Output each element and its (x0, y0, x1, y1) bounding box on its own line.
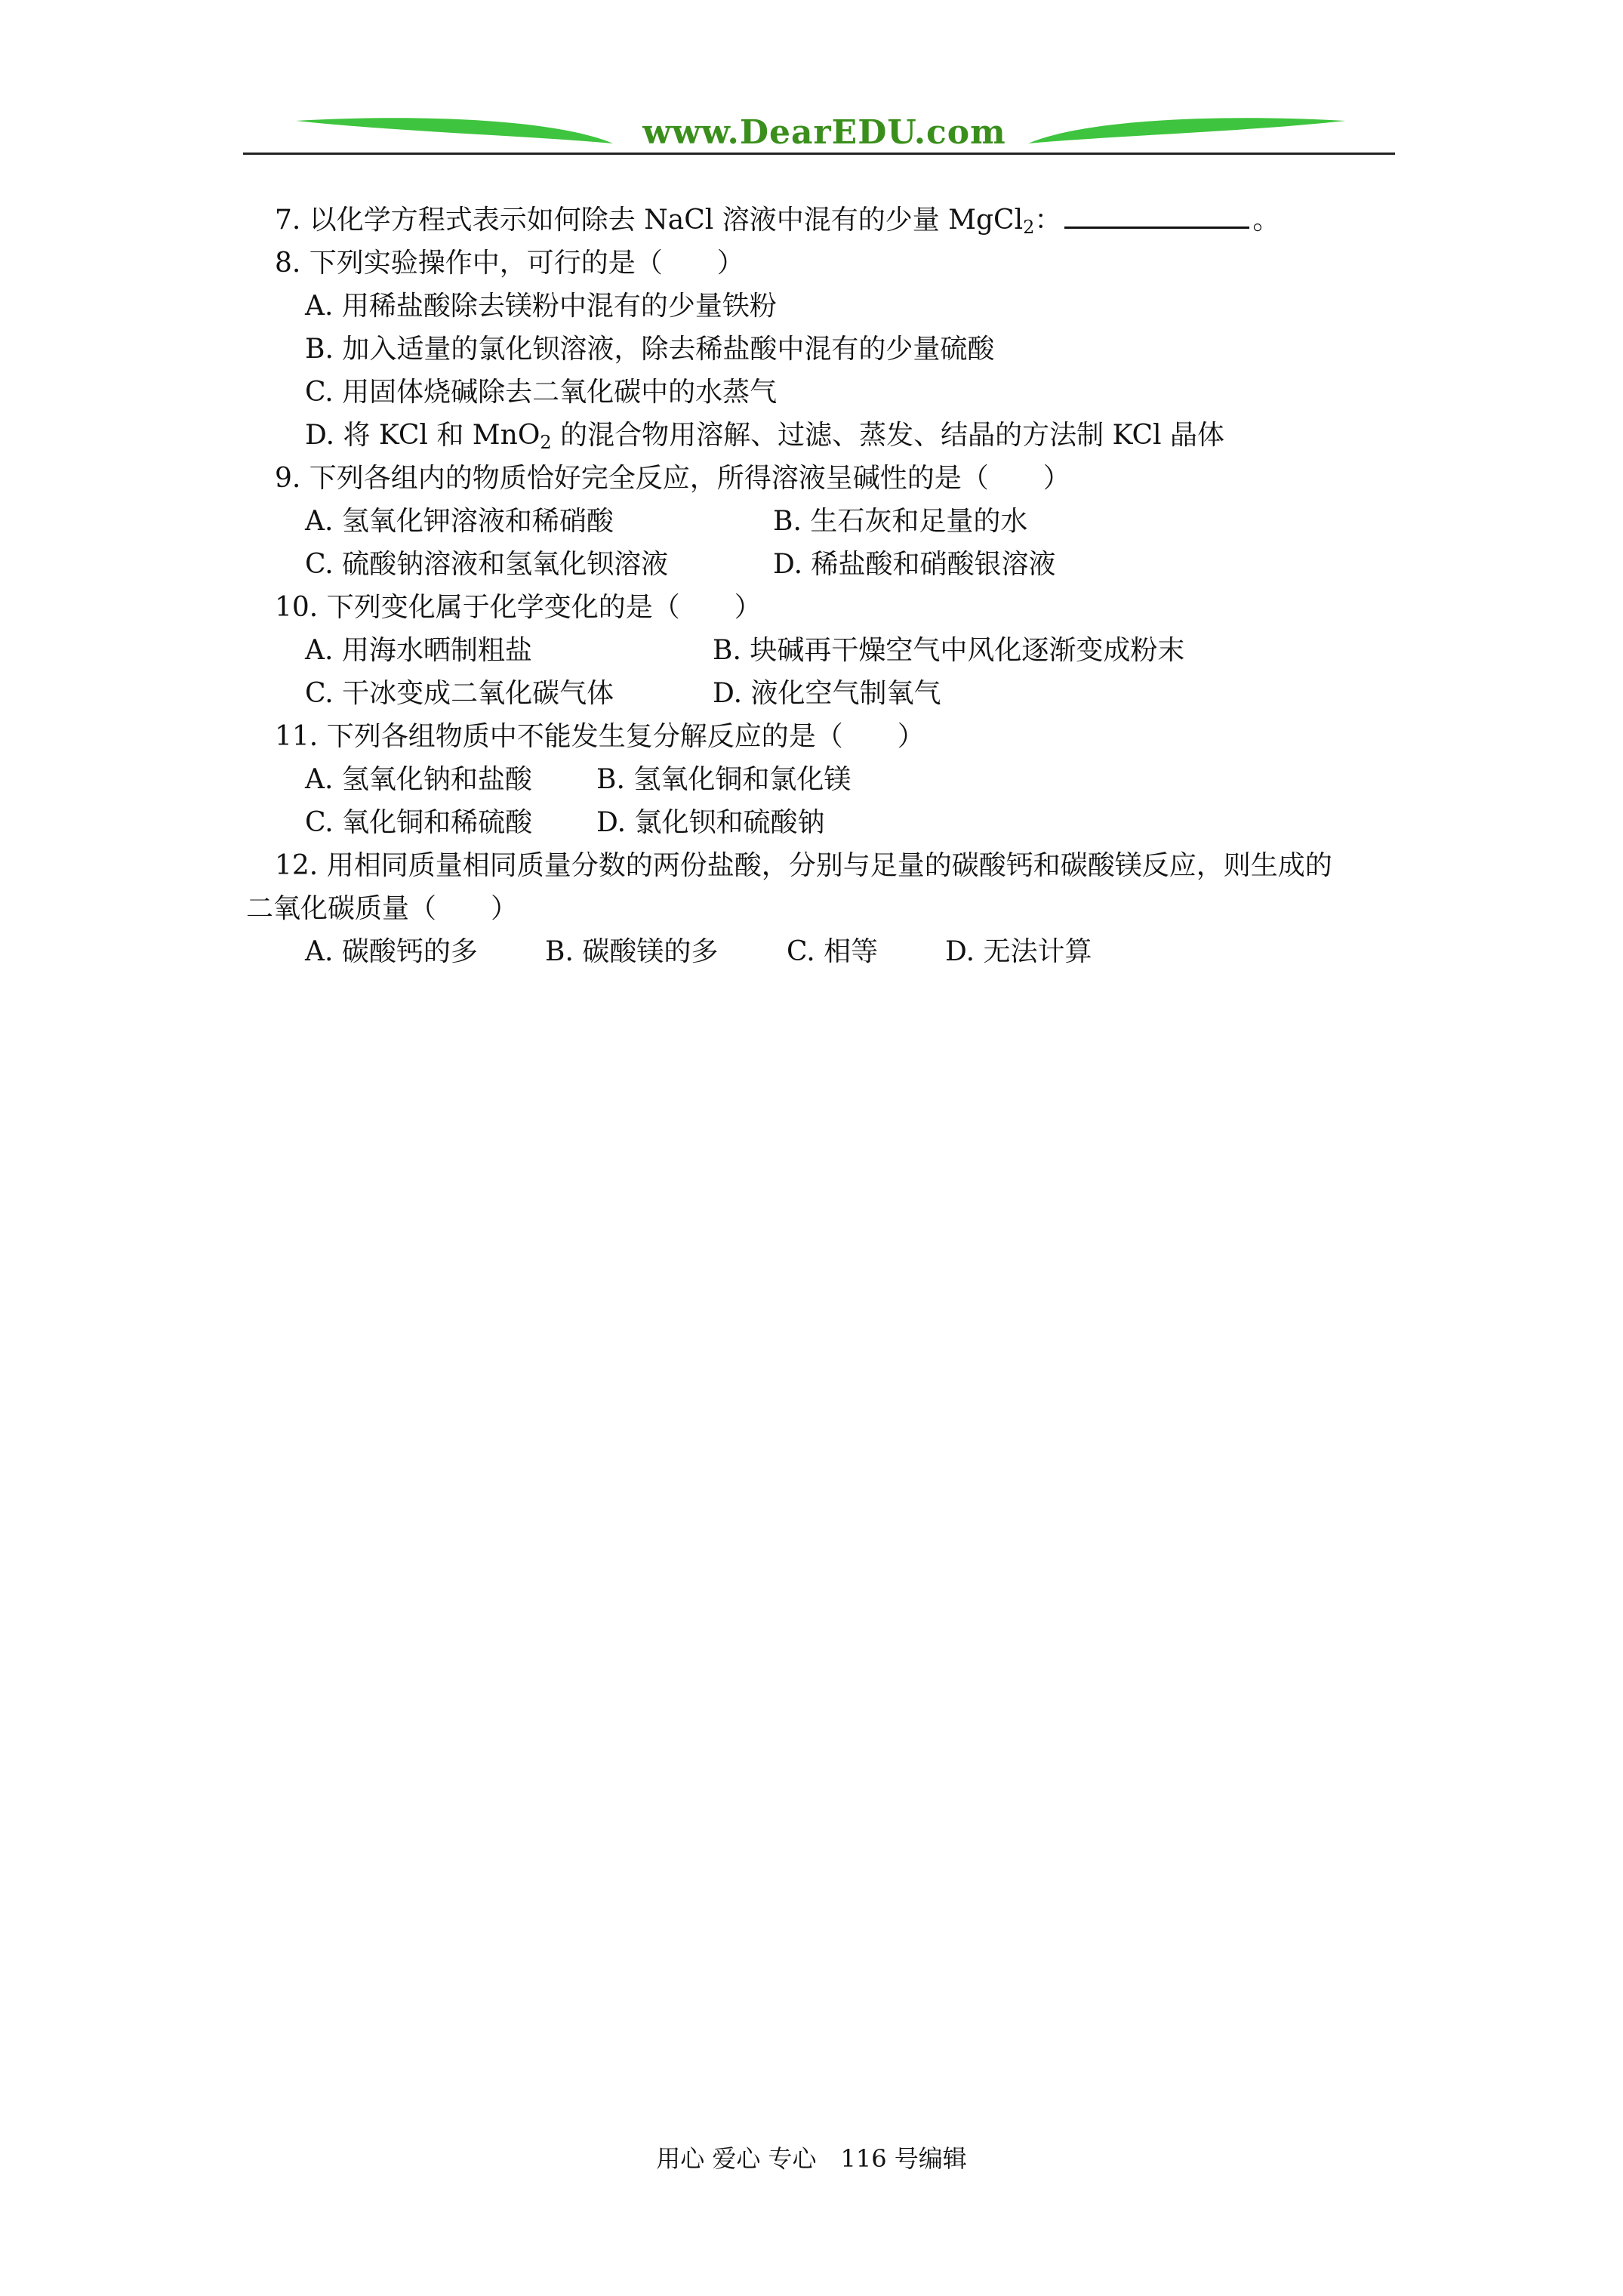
question-12-option-c: C. 相等 (787, 936, 879, 967)
subscript: 2 (540, 432, 552, 453)
question-10-stem: 10. 下列变化属于化学变化的是（ ） (275, 592, 762, 623)
question-9-option-a: A. 氢氧化钾溶液和稀硝酸 (305, 506, 614, 537)
question-9-stem: 9. 下列各组内的物质恰好完全反应，所得溶液呈碱性的是（ ） (275, 463, 1070, 494)
answer-blank[interactable] (1064, 204, 1249, 229)
question-10-option-b: B. 块碱再干燥空气中风化逐渐变成粉末 (713, 635, 1185, 666)
question-7-text: 7. 以化学方程式表示如何除去 NaCl 溶液中混有的少量 MgCl (275, 205, 1024, 236)
question-10-option-c: C. 干冰变成二氧化碳气体 (305, 678, 614, 709)
question-11-option-c: C. 氧化铜和稀硫酸 (305, 807, 533, 838)
question-9-option-b: B. 生石灰和足量的水 (773, 506, 1028, 537)
question-8-option-b: B. 加入适量的氯化钡溶液，除去稀盐酸中混有的少量硫酸 (305, 334, 995, 365)
question-12-option-a: A. 碳酸钙的多 (305, 936, 478, 967)
question-7 (275, 204, 1280, 244)
subscript: 2 (1023, 217, 1035, 238)
question-8-stem: 8. 下列实验操作中，可行的是（ ） (275, 248, 744, 279)
question-11-option-a: A. 氢氧化钠和盐酸 (305, 764, 532, 795)
question-9-option-c: C. 硫酸钠溶液和氢氧化钡溶液 (305, 549, 669, 580)
question-7-colon: ： (1034, 205, 1062, 236)
question-8-option-d (305, 419, 1224, 459)
option-d-text-rest: 的混合物用溶解、过滤、蒸发、结晶的方法制 KCl 晶体 (551, 420, 1224, 451)
site-logo[interactable]: www.DearEDU.com (642, 113, 1006, 152)
question-12-option-b: B. 碳酸镁的多 (545, 936, 719, 967)
question-12-stem-line-1: 12. 用相同质量相同质量分数的两份盐酸，分别与足量的碳酸钙和碳酸镁反应，则生成的 (275, 850, 1332, 881)
question-10-option-d: D. 液化空气制氧气 (713, 678, 941, 709)
option-d-text: D. 将 KCl 和 MnO (305, 420, 540, 451)
question-8-option-c: C. 用固体烧碱除去二氧化碳中的水蒸气 (305, 377, 778, 408)
question-12-option-d: D. 无法计算 (945, 936, 1092, 967)
question-11-option-b: B. 氢氧化铜和氯化镁 (596, 764, 852, 795)
page-footer: 用心 爱心 专心 116 号编辑 (656, 2144, 967, 2173)
question-9-option-d: D. 稀盐酸和硝酸银溶液 (773, 549, 1056, 580)
question-7-end: 。 (1252, 205, 1280, 236)
question-8-option-a: A. 用稀盐酸除去镁粉中混有的少量铁粉 (305, 291, 777, 322)
question-11-stem: 11. 下列各组物质中不能发生复分解反应的是（ ） (275, 721, 925, 752)
page-header (243, 113, 1395, 159)
question-12-stem-line-2: 二氧化碳质量（ ） (246, 893, 519, 924)
question-11-option-d: D. 氯化钡和硫酸钠 (596, 807, 825, 838)
header-divider (243, 153, 1395, 155)
question-10-option-a: A. 用海水晒制粗盐 (305, 635, 532, 666)
